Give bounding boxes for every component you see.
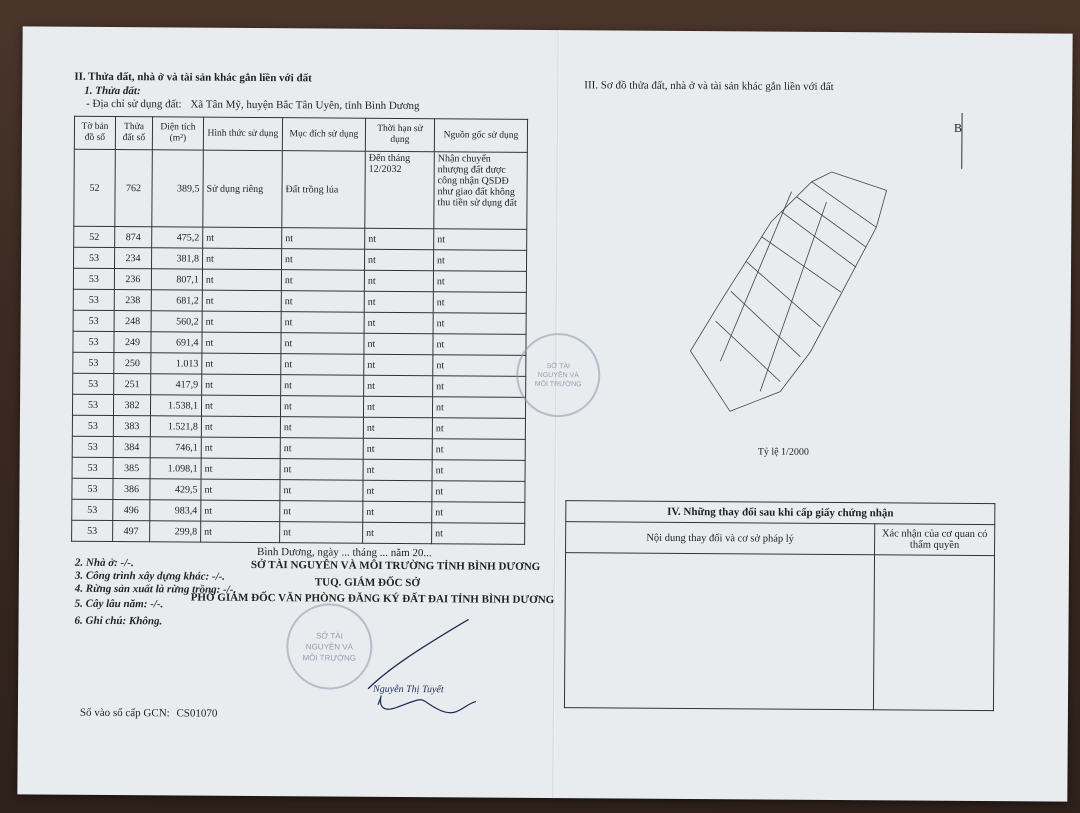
cell-area: 429,5 — [150, 479, 201, 500]
cell-area: 1.521,8 — [150, 416, 201, 437]
table-row — [74, 149, 528, 229]
cell-plot: 385 — [113, 457, 150, 478]
cell-map: 53 — [73, 331, 114, 352]
cell-map: 53 — [73, 352, 114, 373]
cell-purpose: nt — [280, 501, 363, 523]
col-area: Diện tích (m²) — [152, 117, 203, 150]
cell-origin: nt — [433, 313, 526, 335]
cell-origin: nt — [433, 355, 526, 377]
cell-term: nt — [363, 417, 432, 438]
cell-map: 53 — [72, 478, 113, 499]
cell-map: 52 — [74, 226, 115, 247]
cell-plot: 248 — [114, 310, 151, 331]
signer-organization: SỞ TÀI NGUYÊN VÀ MÔI TRƯỜNG TỈNH BÌNH DƯƠNG — [250, 558, 541, 573]
cell-purpose: nt — [280, 459, 363, 481]
fold-seal — [516, 333, 601, 418]
cell-purpose: nt — [281, 291, 364, 313]
cell-origin: nt — [432, 502, 525, 524]
cell-form: nt — [202, 332, 281, 354]
cell-form: nt — [202, 311, 281, 333]
cell-area: 417,9 — [151, 374, 202, 395]
cell-purpose: nt — [282, 249, 365, 271]
item-3-construction: 3. Công trình xây dựng khác: -/-. — [74, 569, 226, 583]
cell-form: nt — [202, 269, 281, 291]
cell-purpose: nt — [281, 312, 364, 334]
item-1-label: 1. Thửa đất: — [84, 84, 141, 98]
plot-diagram — [660, 151, 902, 423]
cell-term: nt — [363, 522, 432, 543]
col-use-form: Hình thức sử dụng — [203, 117, 282, 151]
address-line — [86, 98, 420, 112]
item-6-note: 6. Ghi chú: Không. — [74, 614, 163, 628]
cell-origin: nt — [434, 229, 527, 251]
cell-origin: nt — [433, 334, 526, 356]
cell-plot: 496 — [113, 499, 150, 520]
cell-purpose: nt — [280, 417, 363, 439]
cell-origin: Nhận chuyển nhượng đất được công nhận QSDĐ như giao đất không thu tiền sử dụng đất — [434, 152, 528, 230]
cell-term: nt — [363, 501, 432, 522]
changes-confirm-cell — [873, 555, 994, 711]
cell-area: 983,4 — [150, 500, 201, 521]
changes-table — [564, 500, 995, 711]
cell-term: nt — [364, 291, 433, 312]
cell-map: 52 — [74, 149, 116, 226]
item-4-forest: 4. Rừng sản xuất là rừng trồng: -/-. — [74, 582, 237, 596]
cell-plot: 250 — [114, 352, 151, 373]
north-arrow-icon — [957, 113, 967, 173]
cell-term: Đến tháng 12/2032 — [365, 151, 435, 228]
north-arrow-label: B — [953, 120, 963, 135]
cell-purpose: nt — [280, 480, 363, 502]
cell-form: nt — [201, 437, 280, 459]
cell-area: 299,8 — [150, 521, 201, 542]
signature-name: Nguyễn Thị Tuyết — [373, 683, 444, 696]
cell-area: 389,5 — [152, 150, 204, 227]
cell-plot: 497 — [113, 520, 150, 541]
cell-plot: 251 — [114, 373, 151, 394]
col-use-purpose: Mục đích sử dụng — [282, 118, 365, 152]
signer-tuq: TUQ. GIÁM ĐỐC SỞ — [314, 576, 420, 590]
changes-title: IV. Những thay đổi sau khi cấp giấy chứng nhận — [566, 501, 995, 525]
cell-purpose: nt — [280, 438, 363, 460]
changes-content-cell — [564, 553, 874, 710]
cell-plot: 874 — [115, 226, 152, 247]
cell-plot: 386 — [113, 478, 150, 499]
cell-map: 53 — [72, 436, 113, 457]
cell-map: 53 — [73, 373, 114, 394]
cell-form: nt — [201, 500, 280, 522]
cell-area: 746,1 — [150, 437, 201, 458]
cell-term: nt — [364, 333, 433, 354]
cell-plot: 236 — [114, 268, 151, 289]
cell-form: nt — [202, 374, 281, 396]
cell-form: nt — [203, 248, 282, 270]
section-ii-title: II. Thửa đất, nhà ở và tài sản khác gắn liền với đất — [74, 70, 312, 85]
table-header-row — [74, 116, 527, 152]
cell-origin: nt — [432, 439, 525, 461]
cell-purpose: nt — [281, 270, 364, 292]
cell-map: 53 — [72, 499, 113, 520]
cell-term: nt — [364, 249, 433, 270]
cell-term: nt — [363, 438, 432, 459]
cell-area: 681,2 — [151, 290, 202, 311]
cell-area: 475,2 — [152, 227, 203, 248]
cell-origin: nt — [432, 397, 525, 419]
cell-form: nt — [201, 479, 280, 501]
address-label: - Địa chỉ sử dụng đất: — [86, 97, 182, 111]
cell-origin: nt — [432, 481, 525, 503]
cell-area: 381,8 — [152, 248, 203, 269]
cell-area: 691,4 — [151, 332, 202, 353]
cell-term: nt — [365, 228, 434, 249]
item-5-perennial: 5. Cây lâu năm: -/-. — [74, 597, 164, 611]
cell-term: nt — [363, 396, 432, 417]
col-use-term: Thời hạn sử dụng — [365, 118, 434, 151]
cell-purpose: nt — [280, 522, 363, 544]
cell-plot: 762 — [115, 149, 153, 226]
scale-label: Tỷ lệ 1/2000 — [757, 446, 809, 458]
cell-area: 1.098,1 — [150, 458, 201, 479]
cell-purpose: nt — [281, 375, 364, 397]
cell-term: nt — [364, 270, 433, 291]
cell-map: 53 — [73, 289, 114, 310]
cell-term: nt — [364, 375, 433, 396]
cell-plot: 382 — [113, 394, 150, 415]
cell-area: 1.013 — [151, 353, 202, 374]
fold-seal-text: SỞ TÀI NGUYÊN VÀ MÔI TRƯỜNG — [534, 362, 582, 388]
cell-origin: nt — [432, 523, 525, 545]
cell-form: nt — [201, 521, 280, 543]
address-value: Xã Tân Mỹ, huyện Bắc Tân Uyên, tỉnh Bình Dương — [190, 98, 420, 113]
cell-form: nt — [202, 290, 281, 312]
signer-role: PHÓ GIÁM ĐỐC VĂN PHÒNG ĐĂNG KÝ ĐẤT ĐAI TỈNH BÌNH DƯƠNG — [190, 591, 555, 607]
cell-area: 560,2 — [151, 311, 202, 332]
cell-plot: 383 — [113, 415, 150, 436]
cell-map: 53 — [72, 520, 113, 541]
cell-plot: 384 — [113, 436, 150, 457]
cell-purpose: Đất trồng lúa — [282, 151, 366, 229]
cell-origin: nt — [432, 460, 525, 482]
cell-term: nt — [363, 480, 432, 501]
cell-form: nt — [202, 353, 281, 375]
signature-image — [348, 609, 489, 730]
col-plot-number: Thửa đất số — [115, 116, 152, 149]
table-row — [72, 520, 525, 544]
cell-term: nt — [364, 354, 433, 375]
cell-form: nt — [201, 416, 280, 438]
cell-map: 53 — [73, 268, 114, 289]
cell-form: nt — [201, 458, 280, 480]
cell-form: Sử dụng riêng — [203, 150, 283, 228]
stamp-text: SỞ TÀI NGUYÊN VÀ MÔI TRƯỜNG — [302, 630, 357, 663]
cell-purpose: nt — [282, 228, 365, 250]
cell-map: 53 — [72, 415, 113, 436]
cell-plot: 238 — [114, 289, 151, 310]
cell-form: nt — [203, 227, 282, 249]
land-certificate-sheet — [17, 26, 1072, 801]
cell-origin: nt — [432, 418, 525, 440]
cell-map: 53 — [72, 457, 113, 478]
col-map-sheet: Tờ bản đồ số — [74, 116, 115, 149]
gcn-label: Số vào sổ cấp GCN: — [79, 706, 170, 720]
cell-term: nt — [363, 459, 432, 480]
cell-map: 53 — [74, 247, 115, 268]
cell-origin: nt — [433, 292, 526, 314]
date-line: Bình Dương, ngày ... tháng ... năm 20... — [256, 545, 432, 560]
cell-plot: 234 — [115, 247, 152, 268]
cell-area: 1.538,1 — [150, 395, 201, 416]
col-use-origin: Nguồn gốc sử dụng — [434, 119, 527, 153]
changes-col-confirm: Xác nhận của cơ quan có thẩm quyền — [875, 524, 995, 556]
changes-col-content: Nội dung thay đổi và cơ sở pháp lý — [566, 522, 875, 555]
cell-map: 53 — [73, 310, 114, 331]
cell-origin: nt — [433, 271, 526, 293]
cell-purpose: nt — [281, 333, 364, 355]
cell-term: nt — [364, 312, 433, 333]
cell-purpose: nt — [280, 396, 363, 418]
cell-purpose: nt — [281, 354, 364, 376]
land-plot-table — [71, 116, 528, 545]
cell-area: 807,1 — [151, 269, 202, 290]
section-iii-title: III. Sơ đồ thửa đất, nhà ở và tài sản khác gắn liền với đất — [584, 79, 834, 94]
item-2-house: 2. Nhà ở: -/-. — [74, 556, 134, 570]
cell-form: nt — [201, 395, 280, 417]
gcn-value: CS01070 — [176, 707, 218, 720]
cell-origin: nt — [433, 250, 526, 272]
cell-origin: nt — [433, 376, 526, 398]
cell-map: 53 — [72, 394, 113, 415]
cell-plot: 249 — [114, 331, 151, 352]
gcn-line — [80, 707, 218, 720]
